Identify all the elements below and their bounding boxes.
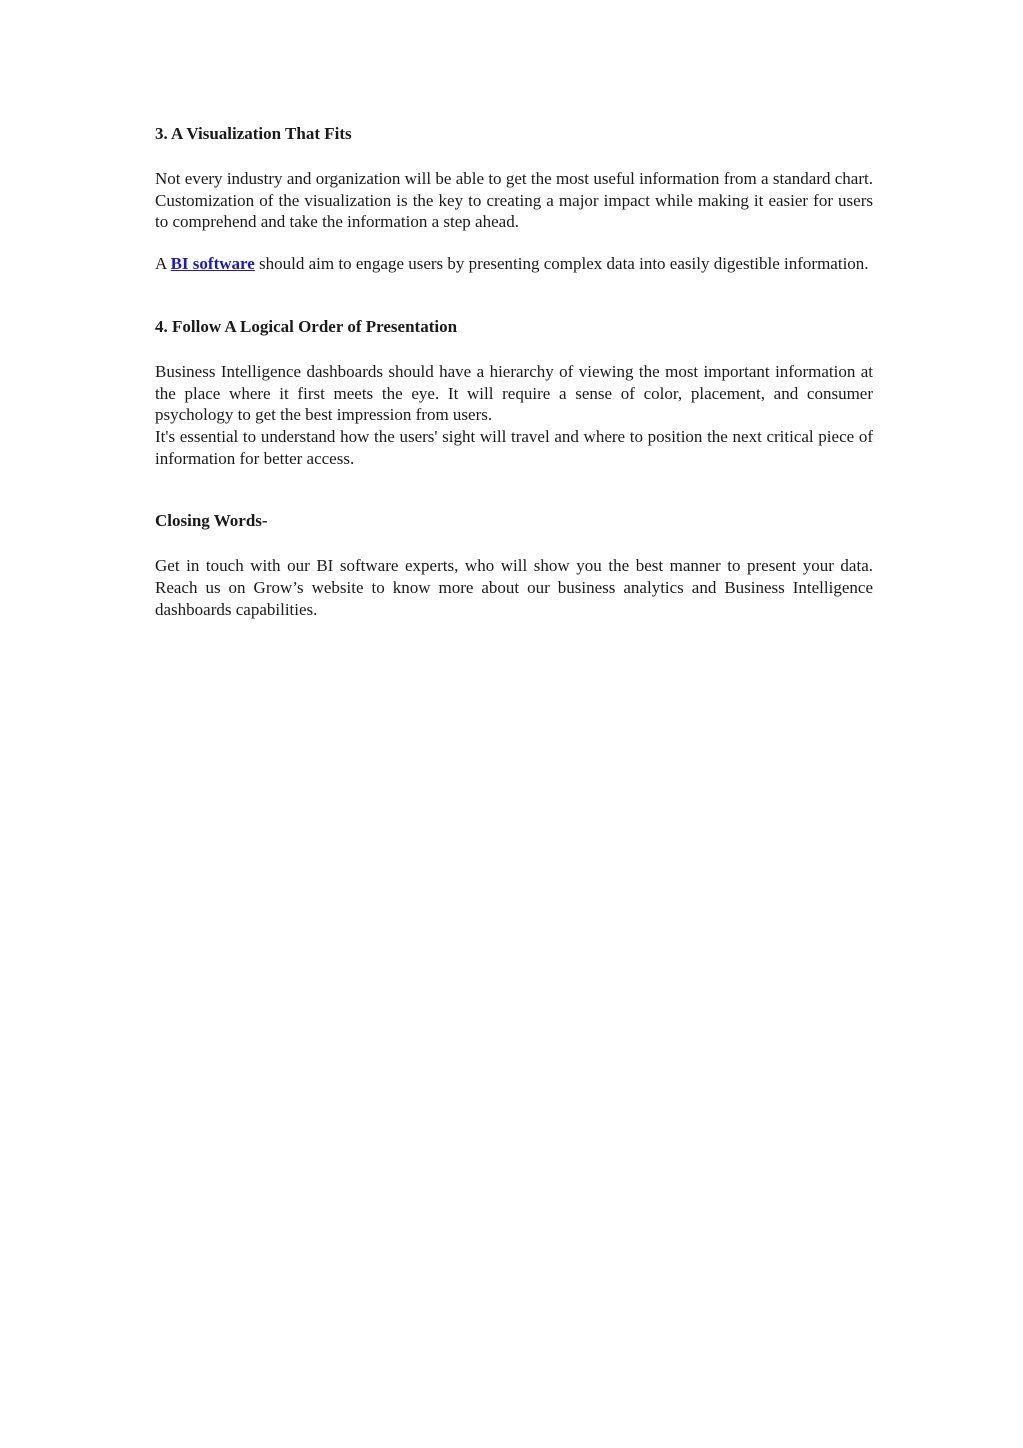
section-heading: Closing Words- — [155, 511, 268, 531]
paragraph: Get in touch with our BI software experts, who will show you the best manner to present your data. Reach us on Grow’s website to know more about our business analytics and Business Intelligence dashboards capabilities. — [155, 556, 873, 619]
paragraph: Business Intelligence dashboards should have a hierarchy of viewing the most important information at the place where it first meets the eye. It will require a sense of color, placement, and consumer psychology to get the best impression from users. — [155, 361, 873, 425]
document-page — [155, 120, 873, 620]
bi-software-link[interactable]: BI software — [170, 254, 255, 274]
paragraph-suffix: should aim to engage users by presenting complex data into easily digestible information. — [254, 254, 869, 274]
section-heading: 3. A Visualization That Fits — [155, 124, 352, 143]
paragraph-with-link — [155, 253, 873, 275]
paragraph-prefix: A — [155, 254, 171, 274]
section-logical-order — [155, 313, 873, 470]
section-closing-words — [155, 507, 873, 620]
section-visualization — [155, 120, 873, 275]
section-heading: 4. Follow A Logical Order of Presentation — [155, 316, 458, 336]
paragraph: Not every industry and organization will be able to get the most useful information from a standard chart. Customization of the visualization is the key to creating a major impact while making it easier for users to comprehend and take the information a step ahead. — [155, 169, 873, 232]
paragraph: It's essential to understand how the users' sight will travel and where to position the next critical piece of information for better access. — [155, 426, 873, 468]
